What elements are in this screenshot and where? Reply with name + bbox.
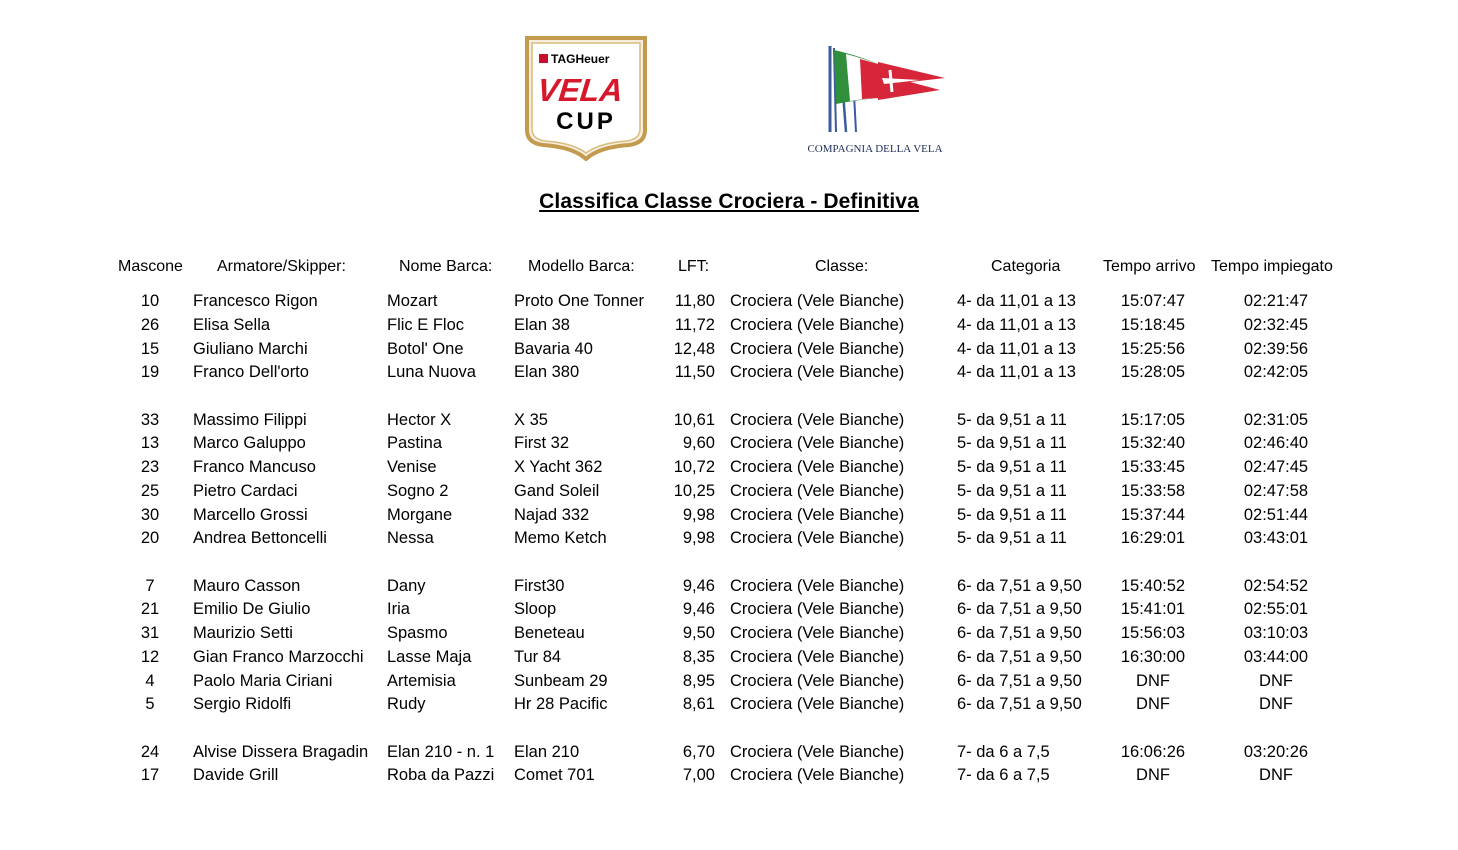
cell-modello: Memo Ketch [514, 529, 607, 547]
cell-classe: Crociera (Vele Bianche) [730, 482, 905, 500]
cell-modello: Tur 84 [514, 648, 562, 666]
cell-lft: 11,80 [674, 292, 715, 310]
cell-tempo-impiegato: 02:32:45 [1243, 316, 1309, 334]
table-row [0, 577, 1458, 599]
cell-mascone: 7 [145, 577, 155, 595]
cell-tempo-arrivo: DNF [1136, 672, 1170, 690]
cell-lft: 10,25 [673, 482, 715, 500]
header-armatore: Armatore/Skipper: [217, 258, 346, 275]
cell-tempo-arrivo: DNF [1136, 695, 1170, 713]
cell-categoria: 5- da 9,51 a 11 [957, 506, 1067, 524]
cell-categoria: 5- da 9,51 a 11 [957, 458, 1067, 476]
cell-tempo-impiegato: 02:47:45 [1243, 458, 1309, 476]
cell-tempo-impiegato: 02:55:01 [1243, 600, 1309, 618]
page-title: Classifica Classe Crociera - Definitiva [539, 190, 919, 213]
cell-nome-barca: Mozart [387, 292, 438, 310]
cell-classe: Crociera (Vele Bianche) [730, 506, 905, 524]
cell-lft: 11,72 [674, 316, 715, 334]
cell-armatore: Maurizio Setti [193, 624, 293, 642]
cell-categoria: 6- da 7,51 a 9,50 [957, 648, 1082, 666]
cell-armatore: Emilio De Giulio [193, 600, 311, 618]
table-row [0, 529, 1458, 551]
cell-classe: Crociera (Vele Bianche) [730, 766, 905, 784]
cell-nome-barca: Flic E Floc [387, 316, 465, 334]
cell-mascone: 5 [145, 695, 155, 713]
table-row [0, 648, 1458, 670]
cell-tempo-arrivo: 15:28:05 [1120, 363, 1186, 381]
cell-lft: 9,46 [682, 577, 715, 595]
cell-armatore: Francesco Rigon [193, 292, 318, 310]
cell-nome-barca: Hector X [387, 411, 452, 429]
cell-modello: Hr 28 Pacific [514, 695, 608, 713]
cell-tempo-arrivo: 15:18:45 [1120, 316, 1186, 334]
cell-mascone: 12 [140, 648, 160, 666]
cell-lft: 9,98 [682, 529, 715, 547]
cell-categoria: 4- da 11,01 a 13 [957, 363, 1076, 381]
cell-tempo-impiegato: 02:46:40 [1243, 434, 1309, 452]
cell-lft: 11,50 [674, 363, 715, 381]
table-row [0, 743, 1458, 765]
cell-modello: Elan 38 [514, 316, 570, 334]
table-row [0, 411, 1458, 433]
cell-tempo-impiegato: 03:20:26 [1243, 743, 1309, 761]
cell-lft: 8,61 [682, 695, 715, 713]
cell-tempo-impiegato: DNF [1259, 672, 1293, 690]
cell-modello: Sunbeam 29 [514, 672, 608, 690]
header-categoria: Categoria [991, 258, 1061, 275]
cell-classe: Crociera (Vele Bianche) [730, 577, 905, 595]
cell-lft: 8,95 [682, 672, 715, 690]
cell-modello: Elan 380 [514, 363, 580, 381]
cell-lft: 9,98 [682, 506, 715, 524]
cell-nome-barca: Botol' One [387, 340, 464, 358]
cell-armatore: Alvise Dissera Bragadin [193, 743, 369, 761]
cell-nome-barca: Artemisia [387, 672, 456, 690]
cell-classe: Crociera (Vele Bianche) [730, 363, 905, 381]
header-tempo-arrivo: Tempo arrivo [1103, 258, 1196, 275]
cell-tempo-arrivo: 15:56:03 [1120, 624, 1186, 642]
header-mascone: Mascone [118, 258, 183, 275]
cell-mascone: 25 [140, 482, 160, 500]
cell-armatore: Massimo Filippi [193, 411, 307, 429]
cell-tempo-arrivo: 16:06:26 [1120, 743, 1186, 761]
cell-classe: Crociera (Vele Bianche) [730, 292, 905, 310]
cell-nome-barca: Roba da Pazzi [387, 766, 495, 784]
table-row [0, 340, 1458, 362]
cell-armatore: Elisa Sella [193, 316, 271, 334]
cell-tempo-impiegato: 02:54:52 [1243, 577, 1309, 595]
cell-nome-barca: Elan 210 - n. 1 [387, 743, 495, 761]
cell-tempo-impiegato: 02:21:47 [1243, 292, 1309, 310]
cell-tempo-impiegato: 02:51:44 [1243, 506, 1309, 524]
tagheuer-vela-cup-logo [524, 35, 648, 161]
cell-categoria: 7- da 6 a 7,5 [957, 743, 1050, 761]
cell-modello: Proto One Tonner [514, 292, 644, 310]
cell-classe: Crociera (Vele Bianche) [730, 458, 905, 476]
cell-nome-barca: Pastina [387, 434, 443, 452]
cell-classe: Crociera (Vele Bianche) [730, 316, 905, 334]
cell-lft: 9,50 [682, 624, 715, 642]
cell-mascone: 13 [140, 434, 160, 452]
cell-mascone: 24 [140, 743, 160, 761]
cell-classe: Crociera (Vele Bianche) [730, 411, 905, 429]
cell-armatore: Sergio Ridolfi [193, 695, 292, 713]
cell-categoria: 6- da 7,51 a 9,50 [957, 624, 1082, 642]
cell-tempo-arrivo: 15:40:52 [1120, 577, 1186, 595]
cell-lft: 8,35 [682, 648, 715, 666]
table-row [0, 766, 1458, 788]
cell-lft: 6,70 [682, 743, 715, 761]
cell-classe: Crociera (Vele Bianche) [730, 340, 905, 358]
cell-nome-barca: Luna Nuova [387, 363, 476, 381]
cell-categoria: 4- da 11,01 a 13 [957, 292, 1076, 310]
cell-tempo-impiegato: DNF [1259, 766, 1293, 784]
cell-categoria: 6- da 7,51 a 9,50 [957, 577, 1082, 595]
cell-nome-barca: Iria [387, 600, 410, 618]
vela-text: VELA [535, 72, 625, 108]
cell-modello: X Yacht 362 [514, 458, 603, 476]
compagnia-della-vela-logo [790, 42, 960, 154]
cell-classe: Crociera (Vele Bianche) [730, 743, 905, 761]
cell-mascone: 15 [140, 340, 160, 358]
cell-tempo-arrivo: 15:32:40 [1120, 434, 1186, 452]
cell-categoria: 5- da 9,51 a 11 [957, 482, 1067, 500]
header-nome-barca: Nome Barca: [399, 258, 493, 275]
cell-lft: 10,72 [673, 458, 715, 476]
cell-mascone: 21 [140, 600, 160, 618]
cell-modello: Gand Soleil [514, 482, 600, 500]
cell-modello: First30 [514, 577, 565, 595]
cell-categoria: 6- da 7,51 a 9,50 [957, 672, 1082, 690]
tagheuer-brand-text: TAGHeuer [551, 52, 610, 66]
cell-classe: Crociera (Vele Bianche) [730, 695, 905, 713]
cell-armatore: Giuliano Marchi [193, 340, 308, 358]
cell-tempo-arrivo: 15:33:58 [1120, 482, 1186, 500]
cell-mascone: 4 [145, 672, 155, 690]
cell-classe: Crociera (Vele Bianche) [730, 624, 905, 642]
cell-categoria: 6- da 7,51 a 9,50 [957, 600, 1082, 618]
cell-nome-barca: Morgane [387, 506, 453, 524]
cell-nome-barca: Rudy [387, 695, 426, 713]
cell-categoria: 4- da 11,01 a 13 [957, 340, 1076, 358]
cell-nome-barca: Dany [387, 577, 426, 595]
cell-modello: Najad 332 [514, 506, 590, 524]
cell-armatore: Franco Mancuso [193, 458, 316, 476]
cell-modello: Comet 701 [514, 766, 595, 784]
club-name-text: COMPAGNIA DELLA VELA [807, 143, 943, 154]
header-modello-barca: Modello Barca: [528, 258, 635, 275]
cell-lft: 9,60 [682, 434, 715, 452]
cell-armatore: Marcello Grossi [193, 506, 308, 524]
table-row [0, 506, 1458, 528]
cell-nome-barca: Spasmo [387, 624, 448, 642]
cell-categoria: 5- da 9,51 a 11 [957, 434, 1067, 452]
cell-tempo-impiegato: 03:10:03 [1243, 624, 1309, 642]
cell-nome-barca: Lasse Maja [387, 648, 472, 666]
cell-categoria: 5- da 9,51 a 11 [957, 529, 1067, 547]
cell-lft: 12,48 [673, 340, 715, 358]
cell-armatore: Pietro Cardaci [193, 482, 298, 500]
cell-modello: X 35 [514, 411, 548, 429]
header-lft: LFT: [678, 258, 710, 275]
table-row [0, 695, 1458, 717]
cell-mascone: 26 [140, 316, 160, 334]
cell-armatore: Andrea Bettoncelli [193, 529, 327, 547]
cell-mascone: 31 [140, 624, 160, 642]
cell-tempo-arrivo: DNF [1136, 766, 1170, 784]
cell-modello: Beneteau [514, 624, 585, 642]
cell-tempo-impiegato: 03:43:01 [1243, 529, 1309, 547]
cell-classe: Crociera (Vele Bianche) [730, 648, 905, 666]
table-row [0, 482, 1458, 504]
cell-classe: Crociera (Vele Bianche) [730, 600, 905, 618]
cell-tempo-arrivo: 15:37:44 [1120, 506, 1186, 524]
cell-tempo-arrivo: 16:29:01 [1120, 529, 1186, 547]
table-row [0, 363, 1458, 385]
table-row [0, 600, 1458, 622]
table-row [0, 292, 1458, 314]
cell-tempo-impiegato: 02:42:05 [1243, 363, 1309, 381]
cell-tempo-arrivo: 15:41:01 [1120, 600, 1186, 618]
cell-armatore: Franco Dell'orto [193, 363, 309, 381]
cell-mascone: 19 [140, 363, 160, 381]
cell-tempo-arrivo: 15:17:05 [1120, 411, 1186, 429]
cell-lft: 10,61 [673, 411, 715, 429]
cell-modello: Sloop [514, 600, 557, 618]
cell-tempo-impiegato: 03:44:00 [1243, 648, 1309, 666]
cell-mascone: 10 [140, 292, 160, 310]
cell-tempo-impiegato: 02:31:05 [1243, 411, 1309, 429]
cell-tempo-arrivo: 15:33:45 [1120, 458, 1186, 476]
cell-categoria: 4- da 11,01 a 13 [957, 316, 1076, 334]
cell-lft: 7,00 [682, 766, 715, 784]
cell-lft: 9,46 [682, 600, 715, 618]
cell-mascone: 23 [140, 458, 160, 476]
cell-tempo-impiegato: DNF [1259, 695, 1293, 713]
header-classe: Classe: [815, 258, 869, 275]
cell-classe: Crociera (Vele Bianche) [730, 434, 905, 452]
cell-nome-barca: Nessa [387, 529, 434, 547]
cell-tempo-arrivo: 15:07:47 [1120, 292, 1186, 310]
cell-nome-barca: Sogno 2 [387, 482, 449, 500]
cell-armatore: Mauro Casson [193, 577, 301, 595]
cell-categoria: 6- da 7,51 a 9,50 [957, 695, 1082, 713]
cell-armatore: Gian Franco Marzocchi [193, 648, 364, 666]
cell-mascone: 30 [140, 506, 160, 524]
cell-classe: Crociera (Vele Bianche) [730, 672, 905, 690]
cell-modello: Elan 210 [514, 743, 580, 761]
table-row [0, 624, 1458, 646]
table-row [0, 458, 1458, 480]
cup-text: CUP [556, 108, 616, 135]
cell-mascone: 20 [140, 529, 160, 547]
cell-armatore: Marco Galuppo [193, 434, 306, 452]
table-row [0, 316, 1458, 338]
cell-modello: Bavaria 40 [514, 340, 593, 358]
cell-armatore: Davide Grill [193, 766, 279, 784]
header-tempo-impiegato: Tempo impiegato [1211, 258, 1333, 275]
cell-nome-barca: Venise [387, 458, 437, 476]
table-row [0, 434, 1458, 456]
cell-mascone: 33 [140, 411, 160, 429]
cell-tempo-arrivo: 15:25:56 [1120, 340, 1186, 358]
cell-armatore: Paolo Maria Ciriani [193, 672, 333, 690]
cell-tempo-arrivo: 16:30:00 [1120, 648, 1186, 666]
cell-classe: Crociera (Vele Bianche) [730, 529, 905, 547]
cell-categoria: 5- da 9,51 a 11 [957, 411, 1067, 429]
cell-tempo-impiegato: 02:39:56 [1243, 340, 1309, 358]
cell-mascone: 17 [140, 766, 160, 784]
cell-modello: First 32 [514, 434, 570, 452]
cell-categoria: 7- da 6 a 7,5 [957, 766, 1050, 784]
cell-tempo-impiegato: 02:47:58 [1243, 482, 1309, 500]
table-row [0, 672, 1458, 694]
